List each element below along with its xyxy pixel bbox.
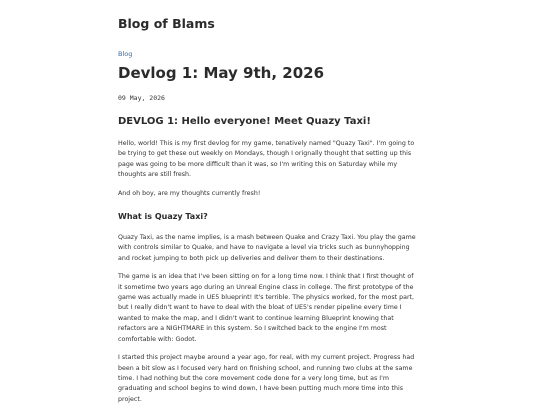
post-subheading: What is Quazy Taxi?	[118, 212, 208, 222]
paragraph-what-is: Quazy Taxi, as the name implies, is a mash between Quake and Crazy Taxi. You play the game with controls similar to Quake, and have to navigate a level via tricks such as bunnyhopping and rocket jumping to both pick up deliveries and deliver them to their destinations.	[118, 234, 416, 262]
site-nav	[118, 41, 418, 58]
post-title: Devlog 1: May 9th, 2026	[118, 64, 325, 82]
paragraph-intro: Hello, world! This is my first devlog for my game, tenatively named "Quazy Taxi". I'm going to be trying to get these out weekly on Mondays, though I orignally thought that setting up this page was going to be more difficult than it was, so I'm writing this on Saturday while my thoughts are still fresh.	[118, 140, 415, 179]
nav-link-blog[interactable]: Blog	[118, 50, 133, 58]
post-heading: DEVLOG 1: Hello everyone! Meet Quazy Taxi!	[118, 116, 371, 127]
paragraph-fresh-thoughts: And oh boy, are my thoughts currently fresh!	[118, 189, 261, 197]
main-content	[118, 16, 418, 405]
paragraph-history: The game is an idea that I've been sitting on for a long time now. I think that I first thought of it sometime two years ago during an Unreal Engine class in college. The first prototype of the game was actually made in UE5 blueprint! It's terrible. The physics worked, for the most part, but I really didn't want to have to deal with the bloat of UE5's render pipeline every time I wanted to make the map, and I didn't want to continue learning Blueprint knowing that refactors are a NIGHTMARE in this system. So I switched back to the engine I'm most comfortable with: Godot.	[118, 273, 415, 343]
paragraph-progress: I started this project maybe around a year ago, for real, with my current project. Progress had been a bit slow as I focused very hard on finishing school, and running two clubs at the same time. I had nothing but the core movement code done for a very long time, but as I'm graduating and school begins to wind down, I have been putting much more time into this project.	[118, 354, 415, 403]
post-date: 09 May, 2026	[118, 94, 165, 102]
site-title[interactable]: Blog of Blams	[118, 16, 215, 31]
